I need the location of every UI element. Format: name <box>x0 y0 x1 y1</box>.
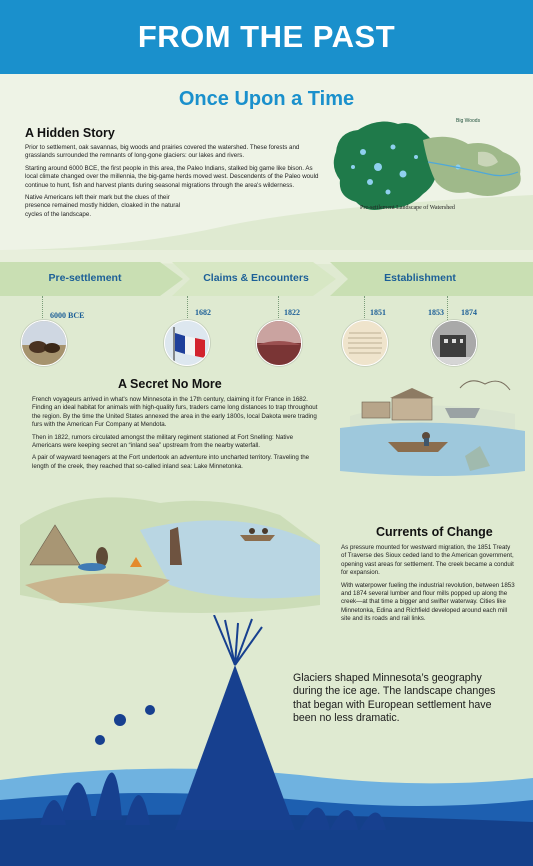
section-title-hidden-story: A Hidden Story <box>25 126 115 140</box>
paragraph: Then in 1822, rumors circulated amongst the military regiment stationed at Fort Snelling: Native Americans were keeping secret an “inland sea” upstream from the nearby waterfall. <box>32 433 294 450</box>
era-label: Pre-settlement <box>48 272 122 284</box>
timeline-date: 1853 <box>428 308 444 317</box>
timeline-date: 1822 <box>284 308 300 317</box>
hidden-story-text <box>25 144 325 223</box>
timeline-stem <box>42 296 43 320</box>
timeline-stem <box>447 296 448 320</box>
teepee-silhouette <box>0 615 533 866</box>
timeline-date: 1851 <box>370 308 386 317</box>
fort-painting-image <box>256 320 302 366</box>
paragraph: A pair of wayward teenagers at the Fort undertook an adventure into uncharted territory. Traveling the length of the creek, they reached that so-called inland sea: Lake Minnetonka. <box>32 454 310 470</box>
timeline-date: 1682 <box>195 308 211 317</box>
page-title: FROM THE PAST <box>137 19 396 54</box>
section-title-secret: A Secret No More <box>118 377 222 391</box>
treaty-document-image <box>342 320 388 366</box>
timeline-stem <box>278 296 279 320</box>
page-subtitle: Once Upon a Time <box>178 88 355 110</box>
camp-illustration <box>20 485 320 625</box>
paragraph: French voyageurs arrived in what's now Minnesota in the 17th century, claiming it for France in 1682. Finding an ideal habitat for animals with high-quality furs, traders came long distances to trap throughout the region. By the time the United States annexed the area in the early 1800s, local Dakota were trading furs with the American Fur Company at Mendota. <box>32 396 318 429</box>
map-label: Big Woods <box>456 118 481 124</box>
paragraph: Prior to settlement, oak savannas, big woods and prairies covered the watershed. These forests and grasslands surrounded the remnants of long-gone glaciers: our lakes and rivers. <box>25 144 300 160</box>
timeline-date: 1874 <box>461 308 477 317</box>
map-caption: Pre-settlement Landscape of Watershed <box>360 205 455 211</box>
french-flag-image <box>164 320 210 366</box>
watershed-map <box>328 112 528 220</box>
timeline-stem <box>364 296 365 320</box>
map-big-woods <box>334 122 437 210</box>
era-label: Claims & Encounters <box>203 272 309 284</box>
paragraph: Starting around 6000 BCE, the first people in this area, the Paleo Indians, stalked big game like bison. As local climate changed over the millennia, the big-game herds moved west. Descendents of the Paleo would continue to hunt, fish and harvest plants during seasonal migrations through the area's wilderness. <box>25 164 319 189</box>
paragraph: Native Americans left their mark but the clues of their presence remained mostly hidden, cloaked in the natural cycles of the landscape. <box>25 194 181 218</box>
bison-image <box>21 320 67 366</box>
mill-illustration <box>340 376 525 501</box>
closing-quote: Glaciers shaped Minnesota’s geography during the ice age. The landscape changes that began with European settlement have been no less dramatic. <box>293 672 496 725</box>
timeline-stem <box>187 296 188 320</box>
map-prairie <box>423 137 521 196</box>
secret-text <box>32 396 322 475</box>
timeline-date: 6000 BCE <box>50 311 85 320</box>
section-title-currents: Currents of Change <box>376 525 493 539</box>
paragraph: With waterpower fueling the industrial revolution, between 1853 and 1874 several lumber and flour mills popped up along the creek—at that time a bigger and swifter waterway. Cities like Minnetonka, Edina and Richfield developed around each mill site and its roads and rail links. <box>341 581 515 623</box>
paragraph: As pressure mounted for westward migration, the 1851 Treaty of Traverse des Sioux ceded land to the American government, opening vast areas for settlement. The creek became a conduit for expansion. <box>341 544 514 577</box>
era-label: Establishment <box>384 272 456 284</box>
mill-photo-image <box>431 320 477 366</box>
